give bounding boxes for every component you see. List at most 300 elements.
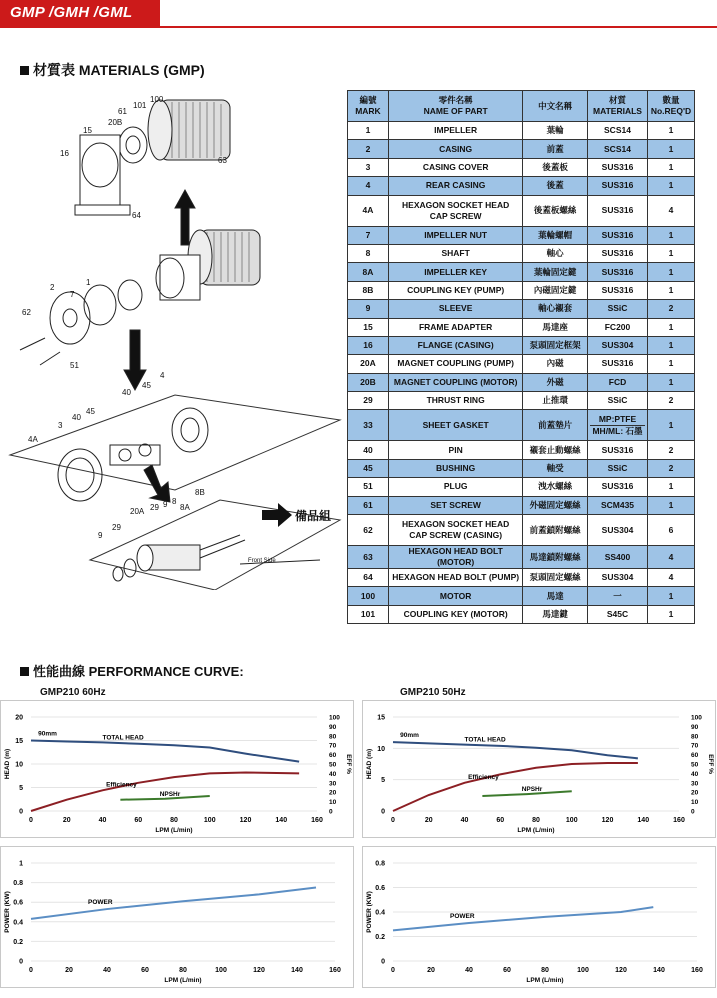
square-bullet-icon xyxy=(20,667,29,676)
y2-tick-label: 90 xyxy=(329,723,337,731)
cell-material: SSiC xyxy=(588,392,648,410)
performance-title-text: 性能曲線 PERFORMANCE CURVE: xyxy=(33,664,244,679)
cell-qty: 1 xyxy=(647,158,694,176)
cell-chinese: 前蓋鎖附螺絲 xyxy=(523,515,588,546)
table-row xyxy=(348,587,695,605)
cell-material: FC200 xyxy=(588,318,648,336)
cell-material: SUS316 xyxy=(588,195,648,226)
cell-mark: 45 xyxy=(348,459,389,477)
y2-tick-label: 0 xyxy=(329,808,333,816)
cell-name: IMPELLER NUT xyxy=(388,226,522,244)
y-tick-label: 10 xyxy=(377,745,385,753)
y-axis-label: POWER (KW) xyxy=(4,891,11,933)
y2-axis-label: EFF % xyxy=(707,754,714,774)
title-underline xyxy=(0,26,717,28)
cell-qty: 4 xyxy=(647,195,694,226)
part-label-8: 8 xyxy=(172,497,177,506)
cell-mark: 29 xyxy=(348,392,389,410)
table-row xyxy=(348,478,695,496)
y2-axis-label: EFF % xyxy=(345,754,352,774)
part-label-20b: 20B xyxy=(108,118,123,127)
series-line-total-head xyxy=(31,741,299,762)
table-row xyxy=(348,515,695,546)
part-label-61: 61 xyxy=(118,107,127,116)
x-axis-label: LPM (L/min) xyxy=(164,977,202,984)
cell-mark: 33 xyxy=(348,410,389,441)
impeller-size-annotation: 90mm xyxy=(38,730,57,738)
cell-material: SUS304 xyxy=(588,336,648,354)
cell-material: SUS316 xyxy=(588,177,648,195)
cell-mark: 7 xyxy=(348,226,389,244)
y2-tick-label: 60 xyxy=(329,752,337,760)
cell-name: SHAFT xyxy=(388,244,522,262)
cell-name: CASING COVER xyxy=(388,158,522,176)
table-row xyxy=(348,496,695,514)
x-tick-label: 80 xyxy=(170,817,178,824)
header-materials: 材質 MATERIALS xyxy=(588,91,648,122)
chart-title-50hz: GMP210 50Hz xyxy=(400,687,466,698)
part-label-101: 101 xyxy=(133,101,147,110)
cell-mark: 20B xyxy=(348,373,389,391)
y2-tick-label: 70 xyxy=(329,742,337,750)
cell-qty: 2 xyxy=(647,300,694,318)
cell-chinese: 後蓋板 xyxy=(523,158,588,176)
part-label-8b: 8B xyxy=(195,488,205,497)
y-axis-label: HEAD (m) xyxy=(4,748,11,780)
x-tick-label: 100 xyxy=(203,817,216,824)
cell-chinese: 內磁固定鍵 xyxy=(523,281,588,299)
spare-kit-label: 備品組 xyxy=(295,509,332,523)
series-line-total-head xyxy=(393,742,638,758)
cell-material: SSiC xyxy=(588,300,648,318)
exploded-parts-diagram xyxy=(0,90,345,590)
x-tick-label: 60 xyxy=(496,817,505,824)
cell-qty: 1 xyxy=(647,318,694,336)
part-label-4a: 4A xyxy=(28,435,38,444)
series-line-efficiency xyxy=(393,763,638,811)
series-label: TOTAL HEAD xyxy=(464,736,506,744)
cell-chinese: 前蓋 xyxy=(523,140,588,158)
cell-material: SUS316 xyxy=(588,244,648,262)
y-tick-label: 0.8 xyxy=(13,880,23,888)
cell-name: SLEEVE xyxy=(388,300,522,318)
cell-qty: 2 xyxy=(647,459,694,477)
cell-material: SCS14 xyxy=(588,122,648,140)
y-tick-label: 10 xyxy=(15,761,23,769)
y-tick-label: 0.6 xyxy=(13,899,23,907)
cell-material: SUS316 xyxy=(588,263,648,281)
y2-tick-label: 30 xyxy=(329,780,337,788)
cell-mark: 40 xyxy=(348,441,389,459)
cell-name: SET SCREW xyxy=(388,496,522,514)
y-tick-label: 0.2 xyxy=(13,938,23,946)
cell-qty: 1 xyxy=(647,336,694,354)
series-line-power xyxy=(393,907,653,930)
x-tick-label: 140 xyxy=(291,967,303,974)
cell-name: IMPELLER KEY xyxy=(388,263,522,281)
cell-material: SUS316 xyxy=(588,441,648,459)
x-tick-label: 40 xyxy=(460,817,469,824)
y-tick-label: 5 xyxy=(19,785,23,792)
x-tick-label: 40 xyxy=(103,967,111,974)
table-row xyxy=(348,318,695,336)
cell-material: FCD xyxy=(588,373,648,391)
table-row xyxy=(348,177,695,195)
y2-tick-label: 20 xyxy=(691,789,699,797)
y2-tick-label: 80 xyxy=(691,733,699,741)
spare-arrow-icon xyxy=(262,503,292,527)
cell-qty: 2 xyxy=(647,441,694,459)
y-tick-label: 0 xyxy=(19,808,23,816)
table-row xyxy=(348,392,695,410)
x-tick-label: 20 xyxy=(424,817,433,824)
cell-name: IMPELLER xyxy=(388,122,522,140)
x-tick-label: 60 xyxy=(134,817,143,824)
table-row xyxy=(348,459,695,477)
cell-chinese: 泵頭固定框架 xyxy=(523,336,588,354)
x-tick-label: 60 xyxy=(141,967,149,974)
x-tick-label: 80 xyxy=(541,967,549,974)
cell-mark: 62 xyxy=(348,515,389,546)
table-row xyxy=(348,605,695,623)
y-tick-label: 5 xyxy=(381,777,385,785)
cell-qty: 1 xyxy=(647,355,694,373)
part-label-63: 63 xyxy=(218,156,227,165)
part-label-9: 9 xyxy=(163,500,168,509)
series-label: POWER xyxy=(450,913,475,921)
head-chart-60hz xyxy=(1,701,353,837)
table-row xyxy=(348,355,695,373)
cell-qty: 1 xyxy=(647,226,694,244)
cell-material: SCS14 xyxy=(588,140,648,158)
cell-material: SCM435 xyxy=(588,496,648,514)
y2-tick-label: 0 xyxy=(691,808,695,816)
series-label: POWER xyxy=(88,899,113,907)
cell-material: SUS316 xyxy=(588,355,648,373)
part-label-20a: 20A xyxy=(130,507,145,516)
cell-chinese: 軸心 xyxy=(523,244,588,262)
cell-qty: 2 xyxy=(647,392,694,410)
cell-chinese: 外磁固定螺絲 xyxy=(523,496,588,514)
part-label-100: 100 xyxy=(150,95,164,104)
y2-tick-label: 40 xyxy=(329,770,337,778)
x-tick-label: 160 xyxy=(311,817,323,824)
cell-name: SHEET GASKET xyxy=(388,410,522,441)
y2-tick-label: 60 xyxy=(691,752,699,760)
front-side-label: Front Side xyxy=(248,558,276,564)
series-label: Efficiency xyxy=(106,781,137,789)
x-tick-label: 20 xyxy=(62,817,71,824)
series-label: TOTAL HEAD xyxy=(102,734,144,742)
materials-title-text: 材質表 MATERIALS (GMP) xyxy=(33,62,205,78)
cell-name: PLUG xyxy=(388,478,522,496)
head-chart-50hz xyxy=(363,701,715,837)
cell-name: CASING xyxy=(388,140,522,158)
part-label-7: 7 xyxy=(70,290,75,299)
cell-mark: 61 xyxy=(348,496,389,514)
cell-name: COUPLING KEY (PUMP) xyxy=(388,281,522,299)
cell-qty: 1 xyxy=(647,373,694,391)
table-row xyxy=(348,226,695,244)
cell-name: MAGNET COUPLING (PUMP) xyxy=(388,355,522,373)
series-label: NPSHr xyxy=(521,786,543,794)
cell-chinese: 軸受 xyxy=(523,459,588,477)
x-tick-label: 140 xyxy=(275,817,288,824)
cell-mark: 4 xyxy=(348,177,389,195)
power-chart-60hz xyxy=(1,847,353,987)
cell-mark: 15 xyxy=(348,318,389,336)
cell-mark: 4A xyxy=(348,195,389,226)
x-tick-label: 120 xyxy=(601,817,614,824)
cell-material: S45C xyxy=(588,605,648,623)
x-tick-label: 80 xyxy=(532,817,540,824)
table-row xyxy=(348,336,695,354)
x-tick-label: 80 xyxy=(179,967,187,974)
y-axis-label: POWER (KW) xyxy=(366,891,373,933)
cell-qty: 1 xyxy=(647,244,694,262)
part-label-62: 62 xyxy=(22,308,31,317)
x-tick-label: 160 xyxy=(673,817,685,824)
table-row xyxy=(348,300,695,318)
y2-tick-label: 10 xyxy=(329,799,337,807)
x-tick-label: 100 xyxy=(577,967,589,974)
cell-name: HEXAGON SOCKET HEAD CAP SCREW xyxy=(388,195,522,226)
cell-mark: 8 xyxy=(348,244,389,262)
cell-mark: 63 xyxy=(348,546,389,569)
part-label-40b: 40 xyxy=(72,413,81,422)
x-axis-label: LPM (L/min) xyxy=(517,827,555,834)
table-row xyxy=(348,569,695,587)
header-name: 零件名稱 NAME OF PART xyxy=(388,91,522,122)
cell-chinese: 馬達鍵 xyxy=(523,605,588,623)
cell-name: FLANGE (CASING) xyxy=(388,336,522,354)
table-row xyxy=(348,546,695,569)
cell-mark: 20A xyxy=(348,355,389,373)
table-row xyxy=(348,158,695,176)
part-label-1: 1 xyxy=(86,278,91,287)
cell-mark: 51 xyxy=(348,478,389,496)
cell-material: SUS304 xyxy=(588,569,648,587)
cell-chinese: 襯套止動螺絲 xyxy=(523,441,588,459)
y-tick-label: 15 xyxy=(15,738,23,745)
cell-qty: 1 xyxy=(647,587,694,605)
cell-mark: 101 xyxy=(348,605,389,623)
x-tick-label: 160 xyxy=(691,967,703,974)
cell-name: COUPLING KEY (MOTOR) xyxy=(388,605,522,623)
y2-tick-label: 100 xyxy=(329,714,340,722)
y2-tick-label: 10 xyxy=(691,799,699,807)
cell-qty: 1 xyxy=(647,496,694,514)
cell-chinese: 後蓋 xyxy=(523,177,588,195)
x-tick-label: 100 xyxy=(565,817,578,824)
cell-name: MOTOR xyxy=(388,587,522,605)
cell-mark: 100 xyxy=(348,587,389,605)
y-tick-label: 0 xyxy=(19,958,23,966)
cell-name: FRAME ADAPTER xyxy=(388,318,522,336)
part-label-40a: 40 xyxy=(122,388,131,397)
header-mark: 編號 MARK xyxy=(348,91,389,122)
cell-name: BUSHING xyxy=(388,459,522,477)
y2-tick-label: 50 xyxy=(329,761,337,769)
x-tick-label: 0 xyxy=(391,967,395,974)
y2-tick-label: 70 xyxy=(691,742,699,750)
head-chart-60hz-frame xyxy=(0,700,354,838)
y2-tick-label: 40 xyxy=(691,770,699,778)
x-tick-label: 0 xyxy=(29,967,33,974)
x-tick-label: 120 xyxy=(253,967,265,974)
cell-qty: 1 xyxy=(647,140,694,158)
cell-qty: 1 xyxy=(647,605,694,623)
performance-section-title xyxy=(20,661,244,680)
cell-qty: 1 xyxy=(647,478,694,496)
table-row xyxy=(348,122,695,140)
cell-qty: 1 xyxy=(647,177,694,195)
x-tick-label: 0 xyxy=(391,817,395,824)
cell-name: HEXAGON SOCKET HEAD CAP SCREW (CASING) xyxy=(388,515,522,546)
cell-chinese: 軸心襯套 xyxy=(523,300,588,318)
y2-tick-label: 90 xyxy=(691,723,699,731)
cell-material: SUS316 xyxy=(588,478,648,496)
y-axis-label: HEAD (m) xyxy=(366,748,373,780)
part-label-64: 64 xyxy=(132,211,141,220)
cell-chinese: 葉輪固定鍵 xyxy=(523,263,588,281)
part-label-45a: 45 xyxy=(142,381,151,390)
cell-material: MP:PTFE MH/ML: 石墨 xyxy=(588,410,648,441)
table-row xyxy=(348,441,695,459)
table-row xyxy=(348,263,695,281)
power-chart-50hz-frame xyxy=(362,846,716,988)
cell-mark: 1 xyxy=(348,122,389,140)
x-tick-label: 140 xyxy=(637,817,650,824)
cell-material: SS400 xyxy=(588,546,648,569)
cell-qty: 4 xyxy=(647,546,694,569)
x-tick-label: 20 xyxy=(427,967,435,974)
square-bullet-icon xyxy=(20,66,29,75)
cell-name: REAR CASING xyxy=(388,177,522,195)
x-axis-label: LPM (L/min) xyxy=(526,977,564,984)
cell-material: SUS304 xyxy=(588,515,648,546)
part-label-2: 2 xyxy=(50,283,55,292)
impeller-size-annotation: 90mm xyxy=(400,732,419,740)
y2-tick-label: 50 xyxy=(691,761,699,769)
series-label: Efficiency xyxy=(468,773,499,781)
power-chart-50hz xyxy=(363,847,715,987)
table-row xyxy=(348,140,695,158)
y-tick-label: 1 xyxy=(19,860,23,868)
y-tick-label: 0.4 xyxy=(13,919,23,927)
x-tick-label: 120 xyxy=(239,817,252,824)
y2-tick-label: 20 xyxy=(329,789,337,797)
cell-name: PIN xyxy=(388,441,522,459)
header-qty: 數量 No.REQ'D xyxy=(647,91,694,122)
x-tick-label: 160 xyxy=(329,967,341,974)
x-tick-label: 100 xyxy=(215,967,227,974)
cell-name: MAGNET COUPLING (MOTOR) xyxy=(388,373,522,391)
cell-material: SSiC xyxy=(588,459,648,477)
cell-mark: 16 xyxy=(348,336,389,354)
cell-mark: 9 xyxy=(348,300,389,318)
cell-chinese: 馬達座 xyxy=(523,318,588,336)
cell-chinese: 外磁 xyxy=(523,373,588,391)
part-label-8a: 8A xyxy=(180,503,190,512)
cell-name: HEXAGON HEAD BOLT (MOTOR) xyxy=(388,546,522,569)
table-row xyxy=(348,281,695,299)
cell-qty: 6 xyxy=(647,515,694,546)
y-tick-label: 0.8 xyxy=(375,860,385,868)
x-axis-label: LPM (L/min) xyxy=(155,827,193,834)
table-row xyxy=(348,373,695,391)
chart-title-60hz: GMP210 60Hz xyxy=(40,687,106,698)
cell-chinese: 後蓋板螺絲 xyxy=(523,195,588,226)
part-label-4: 4 xyxy=(160,371,165,380)
cell-material: 一 xyxy=(588,587,648,605)
part-label-3: 3 xyxy=(58,421,63,430)
table-row xyxy=(348,195,695,226)
cell-material: SUS316 xyxy=(588,226,648,244)
y-tick-label: 20 xyxy=(15,714,23,722)
part-label-29b: 29 xyxy=(112,523,121,532)
x-tick-label: 140 xyxy=(653,967,665,974)
table-header-row xyxy=(348,91,695,122)
header-chinese: 中文名稱 xyxy=(523,91,588,122)
materials-section-title xyxy=(20,60,205,80)
cell-chinese: 葉輪螺帽 xyxy=(523,226,588,244)
y-tick-label: 0.6 xyxy=(375,885,385,892)
series-line-power xyxy=(31,888,316,919)
y-tick-label: 15 xyxy=(377,714,385,722)
cell-chinese: 止推環 xyxy=(523,392,588,410)
cell-qty: 1 xyxy=(647,122,694,140)
y-tick-label: 0 xyxy=(381,808,385,816)
y-tick-label: 0.4 xyxy=(375,909,385,917)
cell-name: THRUST RING xyxy=(388,392,522,410)
series-label: NPSHr xyxy=(159,790,181,798)
y-tick-label: 0.2 xyxy=(375,934,385,941)
cell-name: HEXAGON HEAD BOLT (PUMP) xyxy=(388,569,522,587)
power-chart-60hz-frame xyxy=(0,846,354,988)
table-row xyxy=(348,410,695,441)
cell-material: SUS316 xyxy=(588,281,648,299)
cell-qty: 1 xyxy=(647,410,694,441)
cell-chinese: 馬達 xyxy=(523,587,588,605)
y2-tick-label: 30 xyxy=(691,780,699,788)
part-label-45b: 45 xyxy=(86,407,95,416)
x-tick-label: 120 xyxy=(615,967,627,974)
cell-chinese: 內磁 xyxy=(523,355,588,373)
y2-tick-label: 80 xyxy=(329,733,337,741)
cell-mark: 8B xyxy=(348,281,389,299)
part-label-29: 29 xyxy=(150,503,159,512)
cell-mark: 8A xyxy=(348,263,389,281)
y2-tick-label: 100 xyxy=(691,714,702,722)
cell-qty: 1 xyxy=(647,281,694,299)
part-label-51: 51 xyxy=(70,361,79,370)
cell-mark: 2 xyxy=(348,140,389,158)
cell-qty: 1 xyxy=(647,263,694,281)
table-row xyxy=(348,244,695,262)
cell-chinese: 泵頭固定螺絲 xyxy=(523,569,588,587)
x-tick-label: 0 xyxy=(29,817,33,824)
cell-material: SUS316 xyxy=(588,158,648,176)
x-tick-label: 40 xyxy=(465,967,473,974)
cell-mark: 3 xyxy=(348,158,389,176)
cell-mark: 64 xyxy=(348,569,389,587)
y-tick-label: 0 xyxy=(381,958,385,966)
cell-chinese: 葉輪 xyxy=(523,122,588,140)
part-label-15: 15 xyxy=(83,126,92,135)
part-label-9b: 9 xyxy=(98,531,103,540)
page-title: GMP /GMH /GML xyxy=(0,0,160,26)
